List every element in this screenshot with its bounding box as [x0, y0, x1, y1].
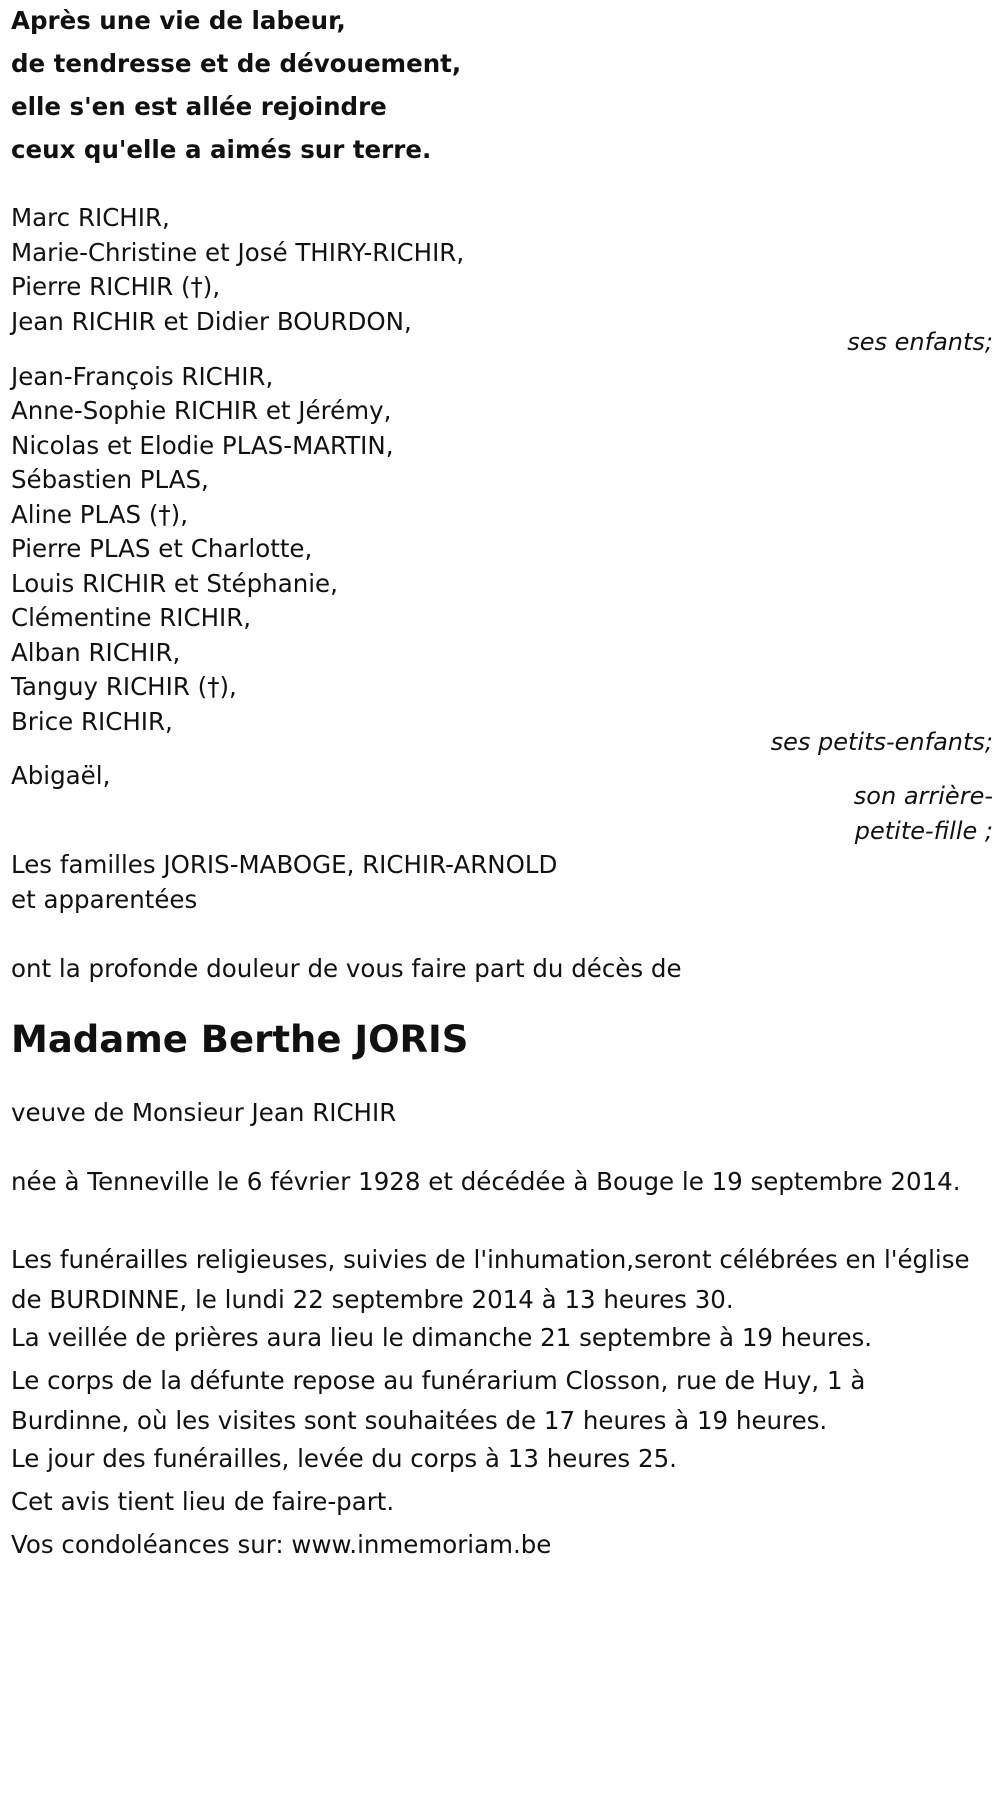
family-member: Marc RICHIR, — [11, 203, 170, 232]
relation-label: ses enfants; — [847, 328, 993, 356]
poem-line: ceux qu'elle a aimés sur terre. — [11, 135, 432, 164]
detail-paragraph: Cet avis tient lieu de faire-part. — [11, 1487, 395, 1516]
family-member: Aline PLAS (†), — [11, 500, 189, 529]
family-line: et apparentées — [11, 885, 198, 914]
detail-paragraph: Le jour des funérailles, levée du corps à 13 heures 25. — [11, 1444, 677, 1473]
poem-line: elle s'en est allée rejoindre — [11, 92, 387, 121]
family-member: Louis RICHIR et Stéphanie, — [11, 569, 338, 598]
family-member: Brice RICHIR, — [11, 707, 173, 736]
detail-paragraph: Les funérailles religieuses, suivies de l'inhumation,seront célébrées en l'église de BURDINNE, le lundi 22 septembre 2014 à 13 heures 30. — [11, 1245, 970, 1314]
detail-paragraph: Vos condoléances sur: www.inmemoriam.be — [11, 1530, 552, 1559]
family-member: Marie-Christine et José THIRY-RICHIR, — [11, 238, 465, 267]
relation-label: ses petits-enfants; — [770, 728, 993, 756]
family-member: Sébastien PLAS, — [11, 465, 209, 494]
deceased-name: Madame Berthe JORIS — [11, 1018, 469, 1061]
family-line: Les familles JORIS-MABOGE, RICHIR-ARNOLD — [11, 850, 558, 879]
family-member: Pierre RICHIR (†), — [11, 272, 221, 301]
detail-paragraph: La veillée de prières aura lieu le dimanche 21 septembre à 19 heures. — [11, 1323, 873, 1352]
family-member: Jean-François RICHIR, — [11, 362, 274, 391]
detail-paragraph: née à Tenneville le 6 février 1928 et décédée à Bouge le 19 septembre 2014. — [11, 1167, 961, 1196]
poem-line: de tendresse et de dévouement, — [11, 49, 462, 78]
relation-label: son arrière- — [853, 782, 993, 810]
family-member: Abigaël, — [11, 761, 111, 790]
relation-label: petite-fille ; — [854, 817, 993, 845]
family-member: Anne-Sophie RICHIR et Jérémy, — [11, 396, 392, 425]
family-member: Nicolas et Elodie PLAS-MARTIN, — [11, 431, 394, 460]
family-member: Clémentine RICHIR, — [11, 603, 252, 632]
family-member: Pierre PLAS et Charlotte, — [11, 534, 313, 563]
poem-line: Après une vie de labeur, — [11, 6, 346, 35]
detail-paragraph: Le corps de la défunte repose au funérarium Closson, rue de Huy, 1 à Burdinne, où les visites sont souhaitées de 17 heures à 19 heures. — [11, 1366, 866, 1435]
widow-of: veuve de Monsieur Jean RICHIR — [11, 1098, 397, 1127]
announcement: ont la profonde douleur de vous faire part du décès de — [11, 954, 682, 983]
family-member: Alban RICHIR, — [11, 638, 181, 667]
family-member: Jean RICHIR et Didier BOURDON, — [11, 307, 412, 336]
family-member: Tanguy RICHIR (†), — [11, 672, 237, 701]
